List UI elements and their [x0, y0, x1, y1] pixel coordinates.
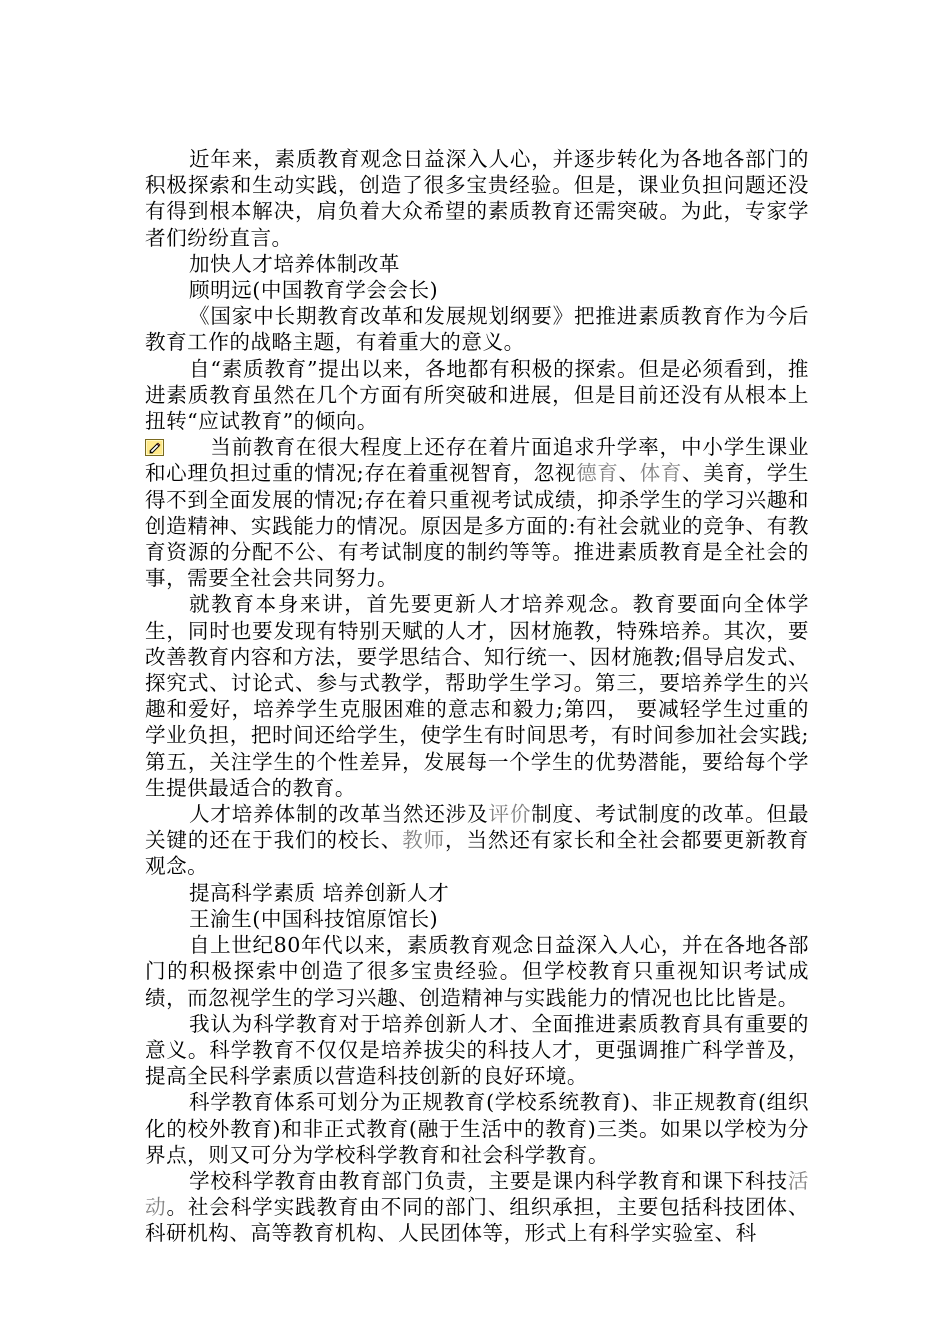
- link-pingjia[interactable]: 评价: [488, 802, 532, 827]
- text-run: 、: [618, 461, 640, 486]
- text-run: 学校科学教育由教育部门负责，主要是课内科学教育和课下科技: [189, 1168, 788, 1193]
- text-run: 自上世纪80年代以来，素质教育观念日益深入人心，并在各地各部门的积极探索中创造了很多宝贵经验。但学校教育只重视知识考试成绩，而忽视学生的学习兴趣、创造精神与实践能力的情况也比比皆是。: [145, 933, 809, 1010]
- link-tiyu[interactable]: 体育: [639, 461, 683, 486]
- author-line: [145, 277, 809, 303]
- paragraph: [145, 303, 809, 355]
- text-run: 人才培养体制的改革当然还涉及: [189, 802, 489, 827]
- paragraph: [145, 1011, 809, 1090]
- text-run: 王渝生(中国科技馆原馆长): [189, 906, 439, 931]
- text-run: 就教育本身来讲，首先要更新人才培养观念。教育要面向全体学生，同时也要发现有特别天赋的人才，因材施教，特殊培养。其次，要改善教育内容和方法，要学思结合、知行统一、因材施教;倡导启发式、探究式、讨论式、参与式教学，帮助学生学习。第三，要培养学生的兴趣和爱好，培养学生克服困难的意志和毅力;第四， 要减轻学生过重的学业负担，把时间还给学生，使学生有时间思考，有时间参加社会实践;第五，关注学生的个性差异，发展每一个学生的优势潜能，要给每个学生提供最适合的教育。: [145, 592, 809, 800]
- text-run: 自“素质教育”提出以来，各地都有积极的探索。但是必须看到，推进素质教育虽然在几个方面有所突破和进展，但是目前还没有从根本上扭转“应试教育”的倾向。: [145, 356, 809, 434]
- paragraph: [145, 1168, 809, 1247]
- author-line: [145, 906, 809, 932]
- text-run: 顾明远(中国教育学会会长): [189, 278, 439, 303]
- link-huodong[interactable]: 活动: [145, 1168, 809, 1220]
- document-body: [145, 146, 809, 1247]
- text-run: 提高科学素质 培养创新人才: [189, 880, 450, 905]
- text-run: ，当然还有家长和全社会都要更新教育观念。: [145, 828, 810, 879]
- paragraph: [145, 801, 809, 880]
- paragraph: [145, 1089, 809, 1168]
- text-run: 近年来，素质教育观念日益深入人心，并逐步转化为各地各部门的积极探索和生动实践，创造了很多宝贵经验。但是，课业负担问题还没有得到根本解决，肩负着大众希望的素质教育还需突破。为此，专家学者们纷纷直言。: [145, 147, 809, 250]
- paragraph: [145, 356, 809, 435]
- text-run: 制度、考试制度的改革。但最关键的还在于我们的校长、: [145, 802, 810, 853]
- text-run: 加快人才培养体制改革: [189, 251, 400, 276]
- section-heading: [145, 251, 809, 277]
- text-run: 我认为科学教育对于培养创新人才、全面推进素质教育具有重要的意义。科学教育不仅仅是培养拔尖的科技人才，更强调推广科学普及，提高全民科学素质以营造科技创新的良好环境。: [145, 1011, 809, 1089]
- paragraph: [145, 591, 809, 801]
- text-run: 、美育，学生得不到全面发展的情况;存在着只重视考试成绩，抑杀学生的学习兴趣和创造精神、实践能力的情况。原因是多方面的:有社会就业的竞争、有教育资源的分配不公、有考试制度的制约等等。推进素质教育是全社会的事，需要全社会共同努力。: [145, 461, 810, 591]
- text-run: 《国家中长期教育改革和发展规划纲要》把推进素质教育作为今后教育工作的战略主题，有着重大的意义。: [145, 304, 809, 355]
- text-run: 当前教育在很大程度上还存在着片面追求升学率，中小学生课业和心理负担过重的情况;存在着重视智育，忽视: [145, 435, 809, 486]
- paragraph-intro: [145, 146, 809, 251]
- text-run: 。社会科学实践教育由不同的部门、组织承担，主要包括科技团体、科研机构、高等教育机构、人民团体等，形式上有科学实验室、科: [145, 1195, 810, 1246]
- link-deyu[interactable]: 德育: [576, 461, 619, 486]
- section-heading: [145, 880, 809, 906]
- paragraph-with-note: [145, 434, 809, 591]
- paragraph: [145, 932, 809, 1011]
- note-pencil-icon[interactable]: [145, 436, 164, 453]
- link-jiaoshi[interactable]: 教师: [402, 828, 446, 853]
- text-run: 科学教育体系可划分为正规教育(学校系统教育)、非正规教育(组织化的校外教育)和非正式教育(融于生活中的教育)三类。如果以学校为分界点，则又可分为学校科学教育和社会科学教育。: [145, 1090, 809, 1167]
